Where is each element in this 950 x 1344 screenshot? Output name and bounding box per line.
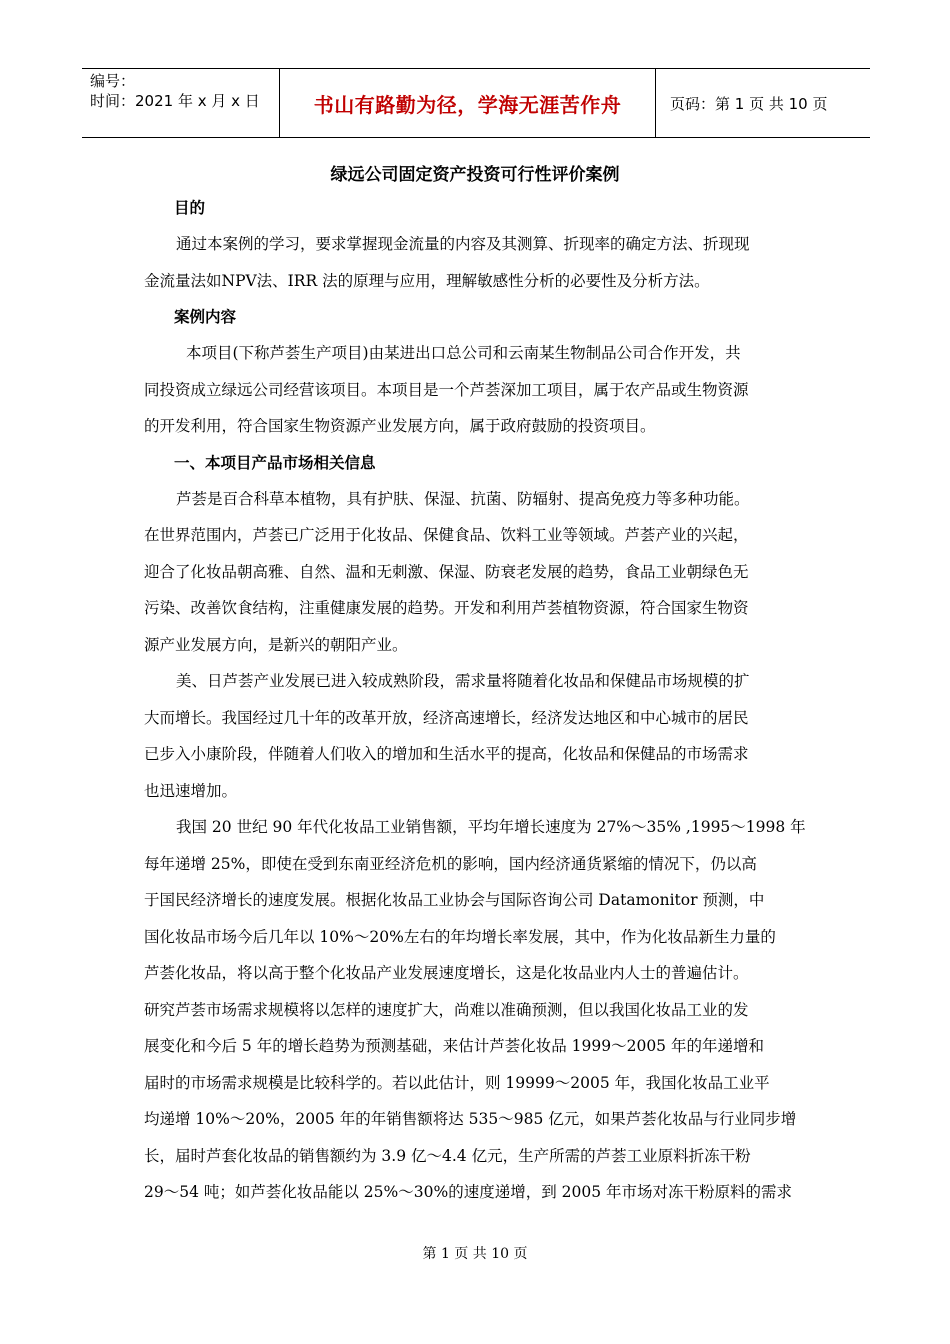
header-meta [82,69,280,137]
purpose-paragraph [144,226,806,299]
text-line: 已步入小康阶段，伴随着人们收入的增加和生活水平的提高，化妆品和保健品的市场需求 [144,745,749,763]
text-line: 的开发利用，符合国家生物资源产业发展方向，属于政府鼓励的投资项目。 [144,417,656,435]
text-line: 金流量法如NPV法、IRR 法的原理与应用，理解敏感性分析的必要性及分析方法。 [144,271,710,290]
market-paragraph-1 [144,481,806,664]
header-page-info: 页码：第 1 页 共 10 页 [670,94,828,113]
text-line: 大而增长。我国经过几十年的改革开放，经济高速增长，经济发达地区和中心城市的居民 [144,708,749,727]
document-number-label: 编号： [90,72,136,90]
text-line: 长，届时芦套化妆品的销售额约为 3.9 亿～4.4 亿元，生产所需的芦荟工业原料折冻干粉 [144,1146,751,1165]
page-footer: 第 1 页 共 10 页 [422,1246,528,1262]
text-line: 污染、改善饮食结构，注重健康发展的趋势。开发和利用芦荟植物资源，符合国家生物资 [144,599,749,617]
page-header [82,68,870,138]
text-line: 29～54 吨；如芦荟化妆品能以 25%～30%的速度递增，到 2005 年市场对冻干粉原料的需求 [144,1183,793,1201]
text-line: 芦荟化妆品，将以高于整个化妆品产业发展速度增长，这是化妆品业内人士的普遍估计。 [144,964,749,982]
text-line: 我国 20 世纪 90 年代化妆品工业销售额，平均年增长速度为 27%～35% ,1995～1998 年 [176,818,806,836]
text-line: 迎合了化妆品朝高雅、自然、温和无刺激、保湿、防衰老发展的趋势，食品工业朝绿色无 [144,562,749,581]
header-page-info-cell [656,69,870,137]
text-line: 均递增 10%～20%，2005 年的年销售额将达 535～985 亿元，如果芦荟化妆品与行业同步增 [144,1110,797,1128]
text-line: 于国民经济增长的速度发展。根据化妆品工业协会与国际咨询公司 Datamonitor 预测，中 [144,891,765,909]
text-line: 也迅速增加。 [144,781,238,800]
market-paragraph-2 [144,663,806,809]
text-line: 同投资成立绿远公司经营该项目。本项目是一个芦荟深加工项目，属于农产品或生物资源 [144,380,749,399]
header-motto-cell [280,69,656,137]
text-line: 每年递增 25%，即使在受到东南亚经济危机的影响，国内经济通货紧缩的情况下，仍以高 [144,854,757,873]
header-motto: 书山有路勤为径，学海无涯苦作舟 [313,92,622,117]
section-heading-purpose: 目的 [174,199,206,217]
text-line: 国化妆品市场今后几年以 10%～20%左右的年均增长率发展，其中，作为化妆品新生力量的 [144,927,776,946]
content-paragraph [144,335,806,445]
section-heading-content: 案例内容 [174,308,237,326]
text-line: 芦荟是百合科草本植物，具有护肤、保湿、抗菌、防辐射、提高免疫力等多种功能。 [176,489,750,508]
section-heading-market: 一、本项目产品市场相关信息 [174,453,376,472]
text-line: 源产业发展方向，是新兴的朝阳产业。 [144,635,408,654]
text-line: 本项目(下称芦荟生产项目)由某进出口总公司和云南某生物制品公司合作开发，共 [186,344,741,362]
text-line: 在世界范围内，芦荟已广泛用于化妆品、保健食品、饮料工业等领域。芦荟产业的兴起， [144,526,749,544]
text-line: 展变化和今后 5 年的增长趋势为预测基础，来估计芦荟化妆品 1999～2005 年的年递增和 [144,1037,764,1055]
market-paragraph-4 [144,992,806,1211]
text-line: 通过本案例的学习，要求掌握现金流量的内容及其测算、折现率的确定方法、折现现 [176,235,750,253]
market-paragraph-3 [144,809,806,992]
text-line: 届时的市场需求规模是比较科学的。若以此估计，则 19999～2005 年，我国化妆品工业平 [144,1073,770,1092]
document-title: 绿远公司固定资产投资可行性评价案例 [330,165,620,185]
document-body [144,152,806,1211]
text-line: 研究芦荟市场需求规模将以怎样的速度扩大，尚难以准确预测，但以我国化妆品工业的发 [144,1000,749,1019]
document-date: 时间：2021 年 x 月 x 日 [90,92,260,110]
text-line: 美、日芦荟产业发展已进入较成熟阶段，需求量将随着化妆品和保健品市场规模的扩 [176,672,750,690]
